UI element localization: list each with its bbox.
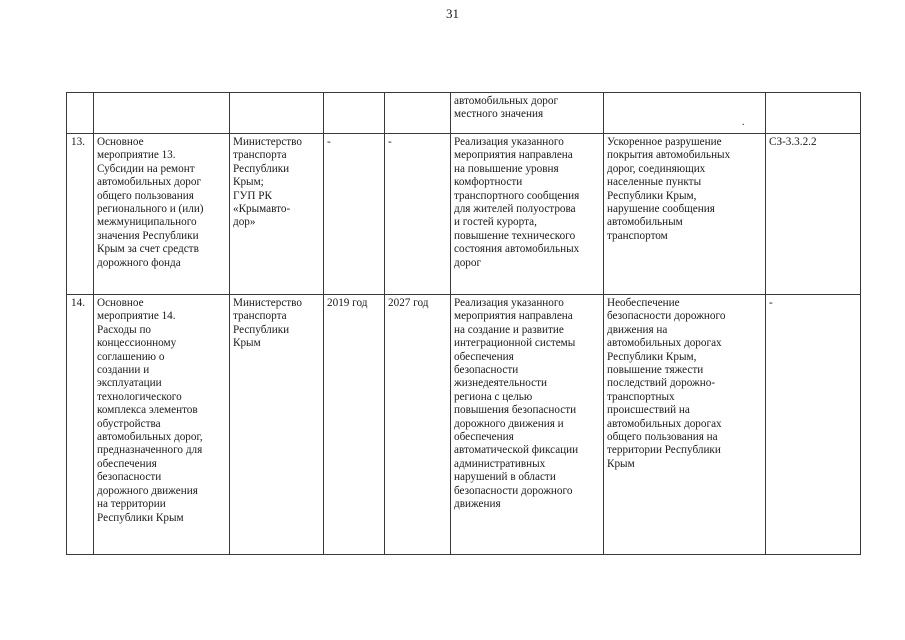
row-number-cell: 14. [67, 295, 94, 555]
measure-name-cell: Основное мероприятие 13. Субсидии на ремонт автомобильных дорог общего пользования регионального и (или) межмуниципального значения Республики Крым за счет средств дорожного фонда [94, 134, 230, 295]
executor-cell: Министерство транспорта Республики Крым; ГУП РК «Крымавто- дор» [230, 134, 324, 295]
executor-cell [230, 93, 324, 134]
end-year-cell: - [385, 134, 451, 295]
consequence-cell: Ускоренное разрушение покрытия автомобильных дорог, соединяющих населенные пункты Республики Крым, нарушение сообщения автомобильным транспортом [604, 134, 766, 295]
link-cell: - [766, 295, 861, 555]
consequence-cell: Необеспечение безопасности дорожного движения на автомобильных дорогах Республики Крым, повышение тяжести последствий дорожно- транспортных происшествий на автомобильных дорогах общего пользования на территории Республики Крым [604, 295, 766, 555]
measure-name-cell [94, 93, 230, 134]
expected-result-cell: Реализация указанного мероприятия направлена на создание и развитие интеграционной системы обеспечения безопасности жизнедеятельности региона с целью повышения безопасности дорожного движения и обеспечения автоматической фиксации административных нарушений в области безопасности дорожного движения [451, 295, 604, 555]
measures-table [66, 92, 861, 555]
start-year-cell: 2019 год [324, 295, 385, 555]
executor-cell: Министерство транспорта Республики Крым [230, 295, 324, 555]
measure-name-cell: Основное мероприятие 14. Расходы по концессионному соглашению о создании и эксплуатации технологического комплекса элементов обустройства автомобильных дорог, предназначенного для обеспечения безопасности дорожного движения на территории Республики Крым [94, 295, 230, 555]
page-number: 31 [446, 6, 459, 21]
table-row [67, 134, 861, 295]
expected-result-cell: Реализация указанного мероприятия направлена на повышение уровня комфортности транспортного сообщения для жителей полуострова и гостей курорта, повышение технического состояния автомобильных дорог [451, 134, 604, 295]
table-row [67, 295, 861, 555]
start-year-cell [324, 93, 385, 134]
link-cell [766, 93, 861, 134]
link-cell: СЗ-3.3.2.2 [766, 134, 861, 295]
scan-artifact-dot: . [742, 117, 745, 128]
row-number-cell: 13. [67, 134, 94, 295]
start-year-cell: - [324, 134, 385, 295]
end-year-cell: 2027 год [385, 295, 451, 555]
expected-result-cell: автомобильных дорог местного значения [451, 93, 604, 134]
row-number-cell [67, 93, 94, 134]
end-year-cell [385, 93, 451, 134]
